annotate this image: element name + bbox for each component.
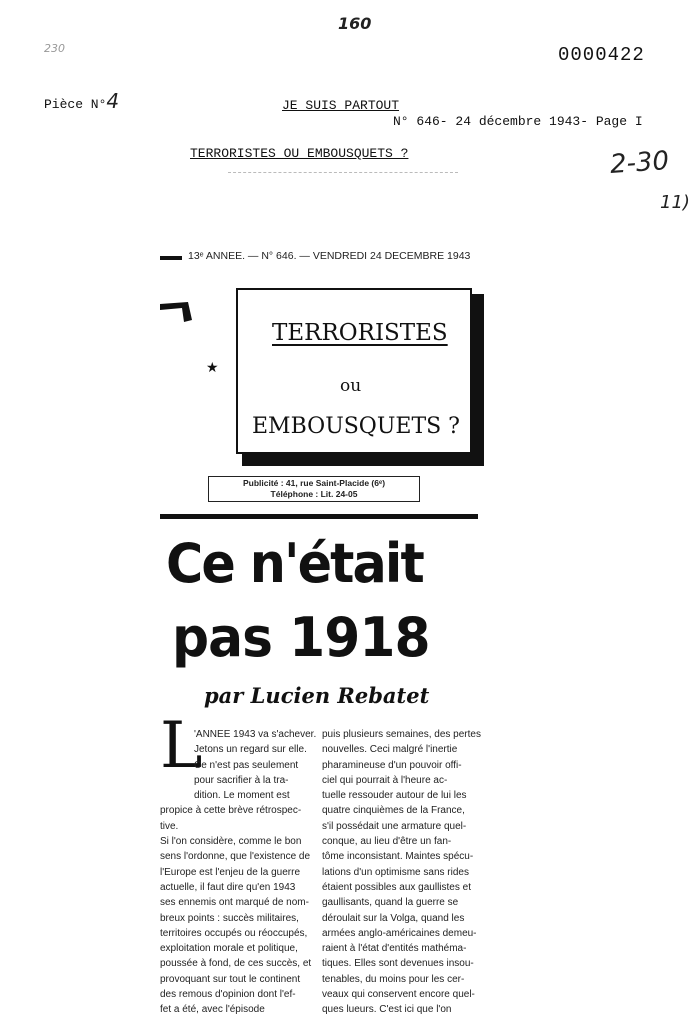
archive-id: 0000422 — [558, 44, 645, 66]
side-mark: 11) — [660, 192, 690, 213]
byline: par Lucien Rebatet — [204, 683, 430, 708]
column-line: armées anglo-américaines demeu- — [322, 927, 477, 939]
column-line: poussée à fond, de ces succès, et — [160, 958, 312, 970]
column-line: lations d'un optimisme sans rides — [322, 866, 469, 878]
column-line: conque, au lieu d'être un fan- — [322, 836, 452, 848]
column-line: puis plusieurs semaines, des pertes — [322, 729, 481, 740]
column-line: pour sacrifier à la tra- — [194, 774, 289, 786]
column-line: raient à l'état d'entités mathéma- — [322, 943, 467, 955]
column-line: tiques. Elles sont devenues insou- — [322, 958, 474, 970]
column-line: fet a été, avec l'épisode — [160, 1004, 265, 1016]
piece-label-text: Pièce N° — [44, 97, 107, 112]
title-box-line2: ou — [340, 376, 362, 396]
column-line: veaux qui conservent encore quel- — [322, 989, 475, 1001]
column-line: ques lueurs. C'est ici que l'on — [322, 1004, 452, 1016]
title-box-line1: TERRORISTES — [272, 320, 448, 346]
section-rule — [160, 514, 478, 519]
piece-label — [44, 89, 119, 113]
article-title: TERRORISTES OU EMBOUSQUETS ? — [190, 146, 409, 161]
dateline-rule-left — [160, 256, 182, 260]
article-column-2 — [322, 727, 482, 1016]
column-line: breux points : succès militaires, — [160, 912, 299, 924]
column-line: tuelle ressouder autour de lui les — [322, 790, 467, 802]
drop-cap: L — [160, 709, 203, 783]
column-line: tive. — [160, 820, 179, 832]
column-line: quatre cinquièmes de la France, — [322, 805, 465, 817]
star-icon: ★ — [206, 360, 219, 376]
side-number: 2-30 — [609, 145, 670, 181]
column-line: propice à cette brève rétrospec- — [160, 805, 302, 817]
headline-line1: Ce n'était — [166, 532, 423, 595]
column-line: des remous d'opinion dont l'ef- — [160, 989, 296, 1001]
column-line: dition. Le moment est — [194, 790, 290, 802]
column-line: actuelle, il faut dire qu'en 1943 — [160, 881, 296, 893]
column-line: s'il possédait une armature quel- — [322, 820, 467, 832]
column-line: nouvelles. Ceci malgré l'inertie — [322, 744, 458, 756]
column-line: Ce n'est pas seulement — [194, 759, 299, 771]
column-line: déroulait sur la Volga, quand les — [322, 912, 465, 924]
faint-rule — [228, 172, 458, 173]
small-number: 230 — [44, 42, 65, 55]
column-line: l'Europe est l'enjeu de la guerre — [160, 866, 301, 878]
publicity-line1: Publicité : 41, rue Saint-Placide (6ᵉ) — [242, 478, 386, 488]
masthead-fragment — [160, 300, 194, 322]
masthead-fragment-shape — [160, 300, 194, 322]
column-line: ses ennemis ont marqué de nom- — [160, 897, 309, 909]
issue-line: N° 646- 24 décembre 1943- Page I — [393, 114, 643, 129]
column-line: provoquant sur tout le continent — [160, 973, 301, 985]
column-line: tenables, du moins pour les cer- — [322, 973, 465, 985]
column-line: 'ANNEE 1943 va s'achever. — [194, 729, 317, 740]
column-line: ciel qui pourrait à l'heure ac- — [322, 774, 448, 786]
publication-title: JE SUIS PARTOUT — [282, 98, 400, 113]
column-line: territoires occupés ou réoccupés, — [160, 927, 308, 939]
title-box — [236, 288, 472, 454]
publicity-line2: Téléphone : Lit. 24-05 — [270, 489, 358, 499]
publicity-box — [208, 476, 420, 502]
column-line: sens l'ordonne, que l'existence de — [160, 851, 311, 863]
article-column-1 — [160, 727, 318, 1016]
column-line: Si l'on considère, comme le bon — [160, 836, 302, 848]
headline-line2: pas 1918 — [172, 606, 430, 669]
piece-number: 4 — [106, 89, 120, 113]
column-line: exploitation morale et politique, — [160, 943, 298, 955]
column-line: tôme inconsistant. Maintes spécu- — [322, 851, 474, 863]
dateline: 13ᵉ ANNEE. — N° 646. — VENDREDI 24 DECEMBRE 1943 — [188, 250, 471, 262]
column-line: gaullisants, quand la guerre se — [322, 897, 459, 909]
title-box-line3: EMBOUSQUETS ? — [252, 414, 460, 439]
column-line: pharamineuse d'un pouvoir offi- — [322, 759, 462, 771]
column-line: Jetons un regard sur elle. — [194, 744, 307, 756]
column-line: étaient possibles aux gaullistes et — [322, 881, 471, 893]
page-folio: 160 — [338, 14, 372, 33]
